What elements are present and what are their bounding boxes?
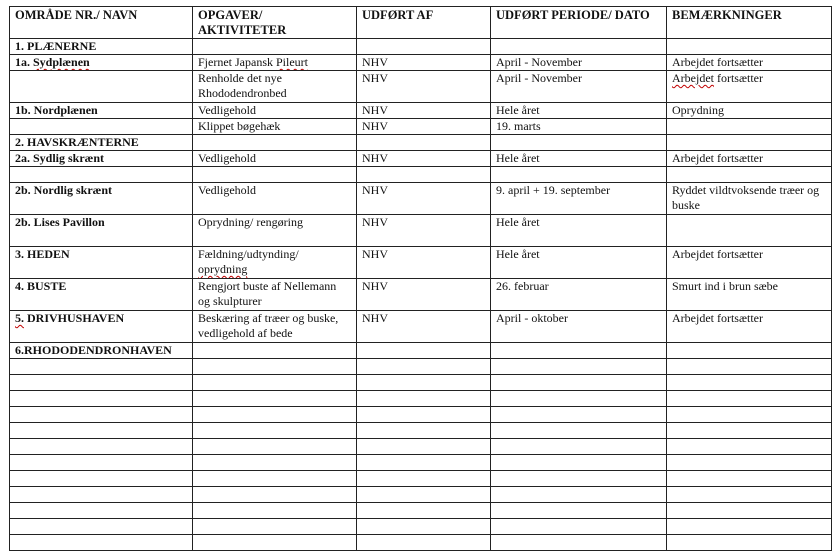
- cell-task: [193, 375, 357, 391]
- cell-remarks: [667, 343, 832, 359]
- cell-done-by: [357, 471, 491, 487]
- table-row: [10, 375, 832, 391]
- cell-area: [10, 71, 193, 103]
- cell-task: [193, 359, 357, 375]
- cell-period: [491, 407, 667, 423]
- cell-task: [193, 439, 357, 455]
- cell-area: 1. PLÆNERNE: [10, 39, 193, 55]
- cell-task: Oprydning/ rengøring: [193, 215, 357, 247]
- cell-done-by: [357, 503, 491, 519]
- cell-area: [10, 439, 193, 455]
- table-row: [10, 503, 832, 519]
- cell-area: [10, 519, 193, 535]
- cell-task: Beskæring af træer og buske, vedligehold af bede: [193, 311, 357, 343]
- cell-area: [10, 471, 193, 487]
- cell-done-by: NHV: [357, 183, 491, 215]
- cell-period: April - November: [491, 71, 667, 103]
- cell-done-by: [357, 135, 491, 151]
- cell-remarks: [667, 135, 832, 151]
- header-period: UDFØRT PERIODE/ DATO: [491, 7, 667, 39]
- cell-remarks: [667, 455, 832, 471]
- cell-task: [193, 487, 357, 503]
- table-row: [10, 39, 832, 55]
- cell-period: [491, 39, 667, 55]
- cell-area: [10, 407, 193, 423]
- cell-done-by: [357, 167, 491, 183]
- cell-task: Rengjort buste af Nellemann og skulpturer: [193, 279, 357, 311]
- cell-done-by: [357, 39, 491, 55]
- cell-area: [10, 167, 193, 183]
- cell-task: [193, 343, 357, 359]
- cell-remarks: Arbejdet fortsætter: [667, 55, 832, 71]
- table-row: [10, 279, 832, 311]
- cell-task: [193, 471, 357, 487]
- header-tasks: OPGAVER/ AKTIVITETER: [193, 7, 357, 39]
- cell-area: [10, 535, 193, 551]
- cell-area: 1a. Sydplænen: [10, 55, 193, 71]
- cell-area: [10, 487, 193, 503]
- cell-done-by: [357, 375, 491, 391]
- cell-remarks: [667, 471, 832, 487]
- cell-remarks: [667, 215, 832, 247]
- cell-area: [10, 423, 193, 439]
- cell-done-by: NHV: [357, 55, 491, 71]
- cell-done-by: NHV: [357, 311, 491, 343]
- cell-period: [491, 423, 667, 439]
- table-row: [10, 119, 832, 135]
- cell-area: 4. BUSTE: [10, 279, 193, 311]
- cell-area: 2b. Lises Pavillon: [10, 215, 193, 247]
- cell-remarks: [667, 39, 832, 55]
- table-row: [10, 247, 832, 279]
- table-row: [10, 439, 832, 455]
- cell-remarks: [667, 119, 832, 135]
- cell-done-by: NHV: [357, 119, 491, 135]
- cell-remarks: [667, 423, 832, 439]
- spellcheck-word: Sydplænen: [33, 55, 90, 69]
- cell-remarks: [667, 519, 832, 535]
- cell-remarks: [667, 535, 832, 551]
- table-row: [10, 311, 832, 343]
- cell-done-by: NHV: [357, 279, 491, 311]
- cell-area: [10, 375, 193, 391]
- cell-period: [491, 519, 667, 535]
- header-row: [10, 7, 832, 39]
- cell-period: [491, 343, 667, 359]
- header-area: OMRÅDE NR./ NAVN: [10, 7, 193, 39]
- cell-remarks: [667, 487, 832, 503]
- cell-remarks: Ryddet vildtvoksende træer og buske: [667, 183, 832, 215]
- cell-remarks: [667, 359, 832, 375]
- cell-period: [491, 455, 667, 471]
- table-row: [10, 167, 832, 183]
- cell-task: Klippet bøgehæk: [193, 119, 357, 135]
- table-row: [10, 455, 832, 471]
- cell-period: Hele året: [491, 247, 667, 279]
- spellcheck-word: oprydning: [198, 262, 248, 276]
- cell-done-by: NHV: [357, 215, 491, 247]
- spellcheck-word: Arbejdet: [672, 71, 714, 85]
- cell-remarks: [667, 167, 832, 183]
- maintenance-log: [9, 6, 832, 551]
- cell-task: [193, 519, 357, 535]
- table-row: [10, 71, 832, 103]
- cell-done-by: [357, 343, 491, 359]
- cell-period: April - oktober: [491, 311, 667, 343]
- cell-area: 1b. Nordplænen: [10, 103, 193, 119]
- table-row: [10, 343, 832, 359]
- cell-period: Hele året: [491, 151, 667, 167]
- table-row: [10, 215, 832, 247]
- cell-done-by: [357, 423, 491, 439]
- cell-period: [491, 375, 667, 391]
- cell-task: [193, 167, 357, 183]
- table-row: [10, 135, 832, 151]
- cell-done-by: [357, 391, 491, 407]
- table-row: [10, 103, 832, 119]
- cell-done-by: [357, 519, 491, 535]
- cell-remarks: Smurt ind i brun sæbe: [667, 279, 832, 311]
- cell-area: [10, 359, 193, 375]
- cell-period: [491, 391, 667, 407]
- table-row: [10, 183, 832, 215]
- table-row: [10, 471, 832, 487]
- cell-task: [193, 455, 357, 471]
- cell-area: 6.RHODODENDRONHAVEN: [10, 343, 193, 359]
- cell-area: [10, 391, 193, 407]
- cell-area: [10, 119, 193, 135]
- cell-period: [491, 135, 667, 151]
- cell-task: [193, 39, 357, 55]
- cell-remarks: [667, 407, 832, 423]
- cell-task: Vedligehold: [193, 103, 357, 119]
- cell-period: Hele året: [491, 103, 667, 119]
- cell-task: [193, 503, 357, 519]
- cell-period: [491, 439, 667, 455]
- cell-task: [193, 535, 357, 551]
- cell-area: 2b. Nordlig skrænt: [10, 183, 193, 215]
- cell-area: [10, 455, 193, 471]
- cell-period: 19. marts: [491, 119, 667, 135]
- cell-period: [491, 503, 667, 519]
- cell-done-by: NHV: [357, 103, 491, 119]
- cell-area: [10, 503, 193, 519]
- cell-period: [491, 535, 667, 551]
- cell-task: [193, 423, 357, 439]
- cell-task: [193, 135, 357, 151]
- header-remarks: BEMÆRKNINGER: [667, 7, 832, 39]
- table-row: [10, 359, 832, 375]
- cell-done-by: [357, 455, 491, 471]
- cell-task: Fældning/udtynding/ oprydning: [193, 247, 357, 279]
- spellcheck-word: Pileurt: [276, 55, 308, 69]
- cell-area: 2a. Sydlig skrænt: [10, 151, 193, 167]
- table-row: [10, 151, 832, 167]
- cell-remarks: [667, 503, 832, 519]
- cell-period: [491, 471, 667, 487]
- table-row: [10, 407, 832, 423]
- cell-task: Renholde det nye Rhododendronbed: [193, 71, 357, 103]
- cell-period: [491, 487, 667, 503]
- cell-done-by: [357, 487, 491, 503]
- cell-period: 9. april + 19. september: [491, 183, 667, 215]
- cell-task: Vedligehold: [193, 151, 357, 167]
- table-row: [10, 487, 832, 503]
- cell-area: 3. HEDEN: [10, 247, 193, 279]
- cell-remarks: [667, 375, 832, 391]
- cell-task: Fjernet Japansk Pileurt: [193, 55, 357, 71]
- table-body: [10, 39, 832, 551]
- cell-remarks: [667, 391, 832, 407]
- cell-remarks: [667, 439, 832, 455]
- cell-done-by: NHV: [357, 151, 491, 167]
- cell-remarks: Arbejdet fortsætter: [667, 311, 832, 343]
- cell-done-by: [357, 439, 491, 455]
- table-row: [10, 535, 832, 551]
- cell-period: Hele året: [491, 215, 667, 247]
- cell-done-by: NHV: [357, 247, 491, 279]
- cell-period: 26. februar: [491, 279, 667, 311]
- table-row: [10, 423, 832, 439]
- maintenance-table: [9, 6, 832, 551]
- cell-done-by: [357, 535, 491, 551]
- cell-task: Vedligehold: [193, 183, 357, 215]
- table-row: [10, 519, 832, 535]
- cell-area: 2. HAVSKRÆNTERNE: [10, 135, 193, 151]
- header-done-by: UDFØRT AF: [357, 7, 491, 39]
- cell-area: 5. DRIVHUSHAVEN: [10, 311, 193, 343]
- cell-remarks: Oprydning: [667, 103, 832, 119]
- cell-remarks: Arbejdet fortsætter: [667, 247, 832, 279]
- cell-done-by: NHV: [357, 71, 491, 103]
- cell-period: April - November: [491, 55, 667, 71]
- spellcheck-word: 5.: [15, 311, 24, 325]
- table-row: [10, 391, 832, 407]
- cell-remarks: Arbejdet fortsætter: [667, 151, 832, 167]
- cell-task: [193, 391, 357, 407]
- cell-period: [491, 167, 667, 183]
- cell-period: [491, 359, 667, 375]
- cell-done-by: [357, 359, 491, 375]
- cell-task: [193, 407, 357, 423]
- cell-done-by: [357, 407, 491, 423]
- table-row: [10, 55, 832, 71]
- cell-remarks: Arbejdet fortsætter: [667, 71, 832, 103]
